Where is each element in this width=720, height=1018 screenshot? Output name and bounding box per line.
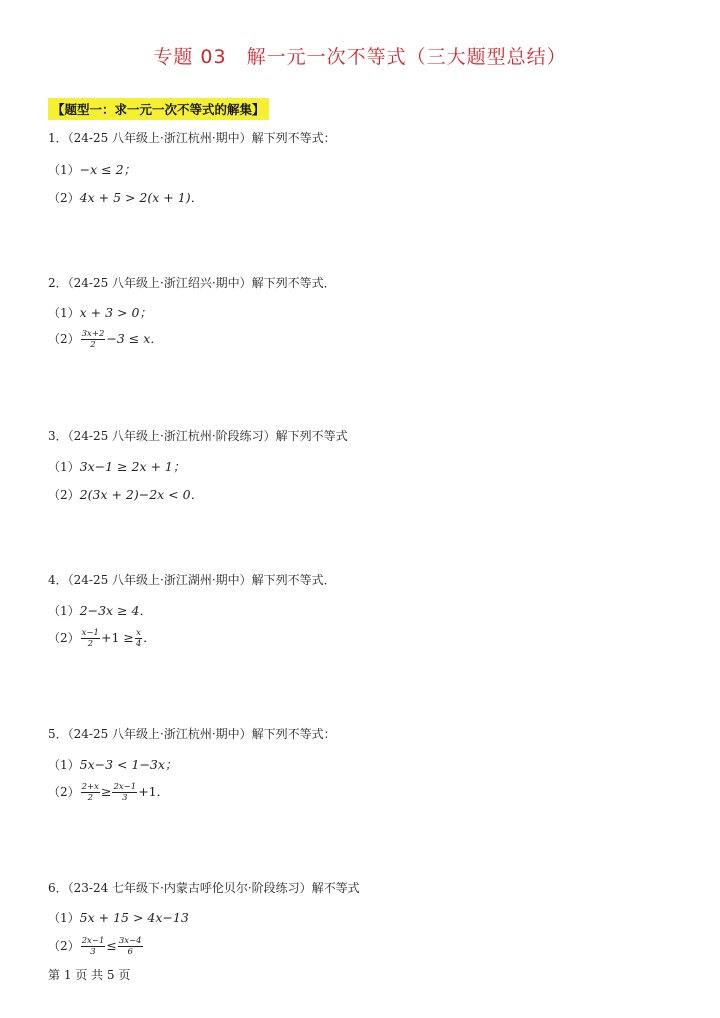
math-expression: ≥ <box>100 784 112 799</box>
question-5 <box>48 726 688 803</box>
question-4-part-1 <box>48 601 152 619</box>
page-title: 专题 03 解一元一次不等式（三大题型总结） <box>153 46 567 68</box>
fraction <box>135 628 142 649</box>
question-4 <box>48 572 688 649</box>
part-label: （2） <box>48 785 80 799</box>
math-expression: 5x−3 < 1−3x； <box>79 757 178 772</box>
fraction-denominator: 6 <box>127 947 133 957</box>
question-3-part-1 <box>48 457 185 475</box>
part-label: （1） <box>48 604 80 618</box>
fraction <box>81 782 100 803</box>
question-1-stem: 1．（24-25 八年级上·浙江杭州·期中）解下列不等式： <box>48 131 336 145</box>
math-expression: 3x−1 ≥ 2x + 1； <box>79 459 186 474</box>
fraction <box>118 936 143 957</box>
fraction-denominator: 2 <box>87 639 94 649</box>
fraction-numerator: 2+x <box>81 782 99 792</box>
question-6-part-2 <box>48 936 144 957</box>
part-label: （1） <box>48 758 80 772</box>
page-footer: 第 1 页 共 5 页 <box>48 968 131 982</box>
part-label: （2） <box>48 939 80 953</box>
fraction-denominator: 4 <box>135 639 142 649</box>
fraction <box>81 329 106 350</box>
math-expression: 2(3x + 2)−2x < 0． <box>79 487 204 502</box>
fraction-denominator: 2 <box>90 340 96 350</box>
question-1 <box>48 130 688 205</box>
fraction <box>112 782 137 803</box>
part-label: （1） <box>48 306 80 320</box>
math-expression: x + 3 > 0； <box>79 305 152 320</box>
math-expression: ． <box>143 630 156 645</box>
fraction-numerator: 2x−1 <box>81 936 105 946</box>
question-5-stem: 5．（24-25 八年级上·浙江杭州·期中）解下列不等式： <box>48 727 336 741</box>
question-6-stem: 6．（23-24 七年级下·内蒙古呼伦贝尔·阶段练习）解不等式 <box>48 881 360 895</box>
fraction-denominator: 3 <box>122 793 128 803</box>
fraction-numerator: 2x−1 <box>113 782 137 792</box>
question-5-part-1 <box>48 755 177 773</box>
question-3-stem: 3．（24-25 八年级上·浙江杭州·阶段练习）解下列不等式 <box>48 429 348 443</box>
question-6-part-1 <box>48 909 189 926</box>
question-4-stem: 4．（24-25 八年级上·浙江湖州·期中）解下列不等式． <box>48 573 336 587</box>
part-label: （2） <box>48 191 80 205</box>
fraction-denominator: 3 <box>90 947 96 957</box>
part-label: （2） <box>48 332 80 346</box>
question-2-stem: 2．（24-25 八年级上·浙江绍兴·期中）解下列不等式． <box>48 276 336 290</box>
math-expression: 4x + 5 > 2(x + 1)． <box>79 190 204 205</box>
question-2 <box>48 275 688 350</box>
question-3 <box>48 428 688 502</box>
question-5-part-2 <box>48 782 169 803</box>
question-1-part-2 <box>48 188 203 206</box>
question-6 <box>48 880 688 957</box>
fraction <box>81 936 106 957</box>
math-expression: ≤ <box>106 938 117 953</box>
fraction-numerator: x <box>136 628 141 638</box>
math-expression: +1 ≥ <box>100 630 134 645</box>
question-2-part-2 <box>48 329 163 350</box>
part-label: （2） <box>48 631 80 645</box>
math-expression: −3 ≤ x． <box>106 331 163 346</box>
math-expression: −x ≤ 2； <box>79 162 137 177</box>
math-expression: 5x + 15 > 4x−13 <box>79 910 189 925</box>
question-4-part-2 <box>48 628 156 649</box>
part-label: （2） <box>48 488 80 502</box>
fraction-numerator: 3x+2 <box>81 329 105 339</box>
fraction-denominator: 2 <box>87 793 94 803</box>
question-1-part-1 <box>48 160 136 178</box>
section-heading: 【题型一：求一元一次不等式的解集】 <box>48 98 269 120</box>
part-label: （1） <box>48 460 80 474</box>
math-expression: 2−3x ≥ 4． <box>79 603 152 618</box>
question-2-part-1 <box>48 303 152 321</box>
fraction-numerator: 3x−4 <box>118 936 142 946</box>
part-label: （1） <box>48 911 80 925</box>
fraction-numerator: x−1 <box>81 628 99 638</box>
part-label: （1） <box>48 163 80 177</box>
fraction <box>81 628 100 649</box>
math-expression: +1． <box>138 784 170 799</box>
question-3-part-2 <box>48 485 203 503</box>
